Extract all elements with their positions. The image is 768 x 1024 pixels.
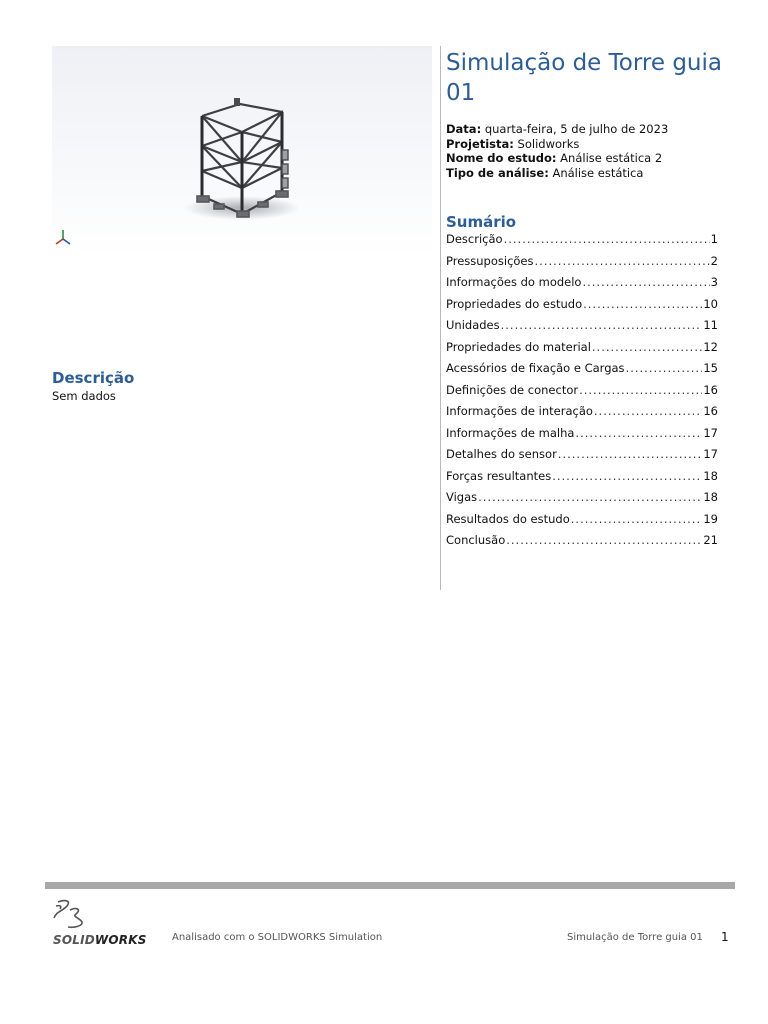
analysis-label: Tipo de análise: (446, 165, 549, 180)
footer-divider (45, 882, 735, 889)
toc-entry[interactable] (446, 297, 718, 319)
designer-label: Projetista: (446, 136, 514, 151)
study-value: Análise estática 2 (560, 151, 663, 166)
toc-entry-page: 16 (703, 382, 718, 397)
toc-entry-label: Informações de interação (446, 404, 593, 418)
toc-entry-label: Forças resultantes (446, 468, 552, 483)
toc-entry-page: 17 (703, 447, 718, 461)
logo-text-works: WORKS (94, 933, 147, 947)
toc-entry-label: Vigas (446, 490, 478, 504)
toc-entry-page: 18 (703, 490, 718, 504)
report-meta (446, 122, 668, 180)
description-heading: Descrição (52, 369, 135, 387)
toc-entry-page: 2 (710, 253, 718, 268)
toc-entry[interactable] (446, 275, 718, 297)
toc-entry-page: 18 (703, 468, 718, 483)
solidworks-wordmark (53, 933, 147, 947)
toc-entry-label: Descrição (446, 232, 503, 246)
toc-entry-page: 17 (703, 425, 718, 440)
toc-entry[interactable] (446, 426, 718, 448)
toc-entry[interactable] (446, 383, 718, 405)
toc-entry-page: 10 (703, 296, 718, 311)
toc-entry-page: 1 (710, 232, 718, 246)
toc-entry-label: Informações do modelo (446, 275, 582, 289)
date-label: Data: (446, 122, 482, 136)
model-preview-image (52, 46, 432, 258)
solidworks-logo (52, 898, 162, 948)
analysis-row (446, 166, 668, 181)
toc-entry-label: Propriedades do material (446, 339, 591, 354)
toc-entry-label: Conclusão (446, 533, 506, 547)
toc-entry-label: Resultados do estudo (446, 511, 570, 526)
toc-entry[interactable] (446, 447, 718, 469)
toc-entry-label: Detalhes do sensor (446, 447, 557, 461)
toc-entry-label: Acessórios de fixação e Cargas (446, 361, 625, 375)
toc-entry[interactable] (446, 404, 718, 426)
study-row (446, 151, 668, 166)
designer-value: Solidworks (517, 136, 580, 151)
footer-doc-title: Simulação de Torre guia 01 (567, 932, 703, 943)
logo-text-solid: SOLID (53, 933, 95, 947)
description-text: Sem dados (52, 389, 116, 403)
toc-entry-page: 11 (703, 318, 718, 332)
table-of-contents (446, 232, 718, 555)
toc-entry-label: Unidades (446, 318, 500, 332)
toc-entry-page: 19 (703, 511, 718, 526)
toc-entry[interactable] (446, 512, 718, 534)
column-divider (440, 46, 441, 590)
report-title: Simulação de Torre guia 01 (446, 50, 722, 106)
toc-entry[interactable] (446, 490, 718, 512)
toc-entry[interactable] (446, 469, 718, 491)
date-row (446, 122, 668, 137)
toc-entry-label: Pressuposições (446, 253, 534, 268)
toc-entry[interactable] (446, 232, 718, 254)
toc-entry-page: 15 (703, 361, 718, 375)
analysis-value: Análise estática (552, 165, 644, 180)
toc-entry-page: 12 (703, 339, 718, 354)
solidworks-ds-logo-icon (52, 898, 92, 932)
toc-entry[interactable] (446, 254, 718, 276)
toc-entry-page: 16 (703, 404, 718, 418)
footer-page-number: 1 (721, 930, 729, 944)
tower-model-graphic (52, 46, 432, 258)
toc-entry[interactable] (446, 361, 718, 383)
summary-heading: Sumário (446, 213, 517, 231)
date-value: quarta-feira, 5 de julho de 2023 (484, 122, 669, 136)
toc-entry-page: 3 (710, 275, 718, 289)
study-label: Nome do estudo: (446, 151, 557, 166)
toc-entry[interactable] (446, 533, 718, 555)
toc-entry-label: Definições de conector (446, 382, 579, 397)
toc-entry[interactable] (446, 340, 718, 362)
footer-analyzed-with: Analisado com o SOLIDWORKS Simulation (172, 932, 383, 943)
toc-entry-label: Propriedades do estudo (446, 296, 583, 311)
toc-entry-page: 21 (703, 533, 718, 547)
toc-entry-label: Informações de malha (446, 425, 575, 440)
toc-entry[interactable] (446, 318, 718, 340)
designer-row (446, 137, 668, 152)
axis-triad-icon (56, 230, 70, 244)
